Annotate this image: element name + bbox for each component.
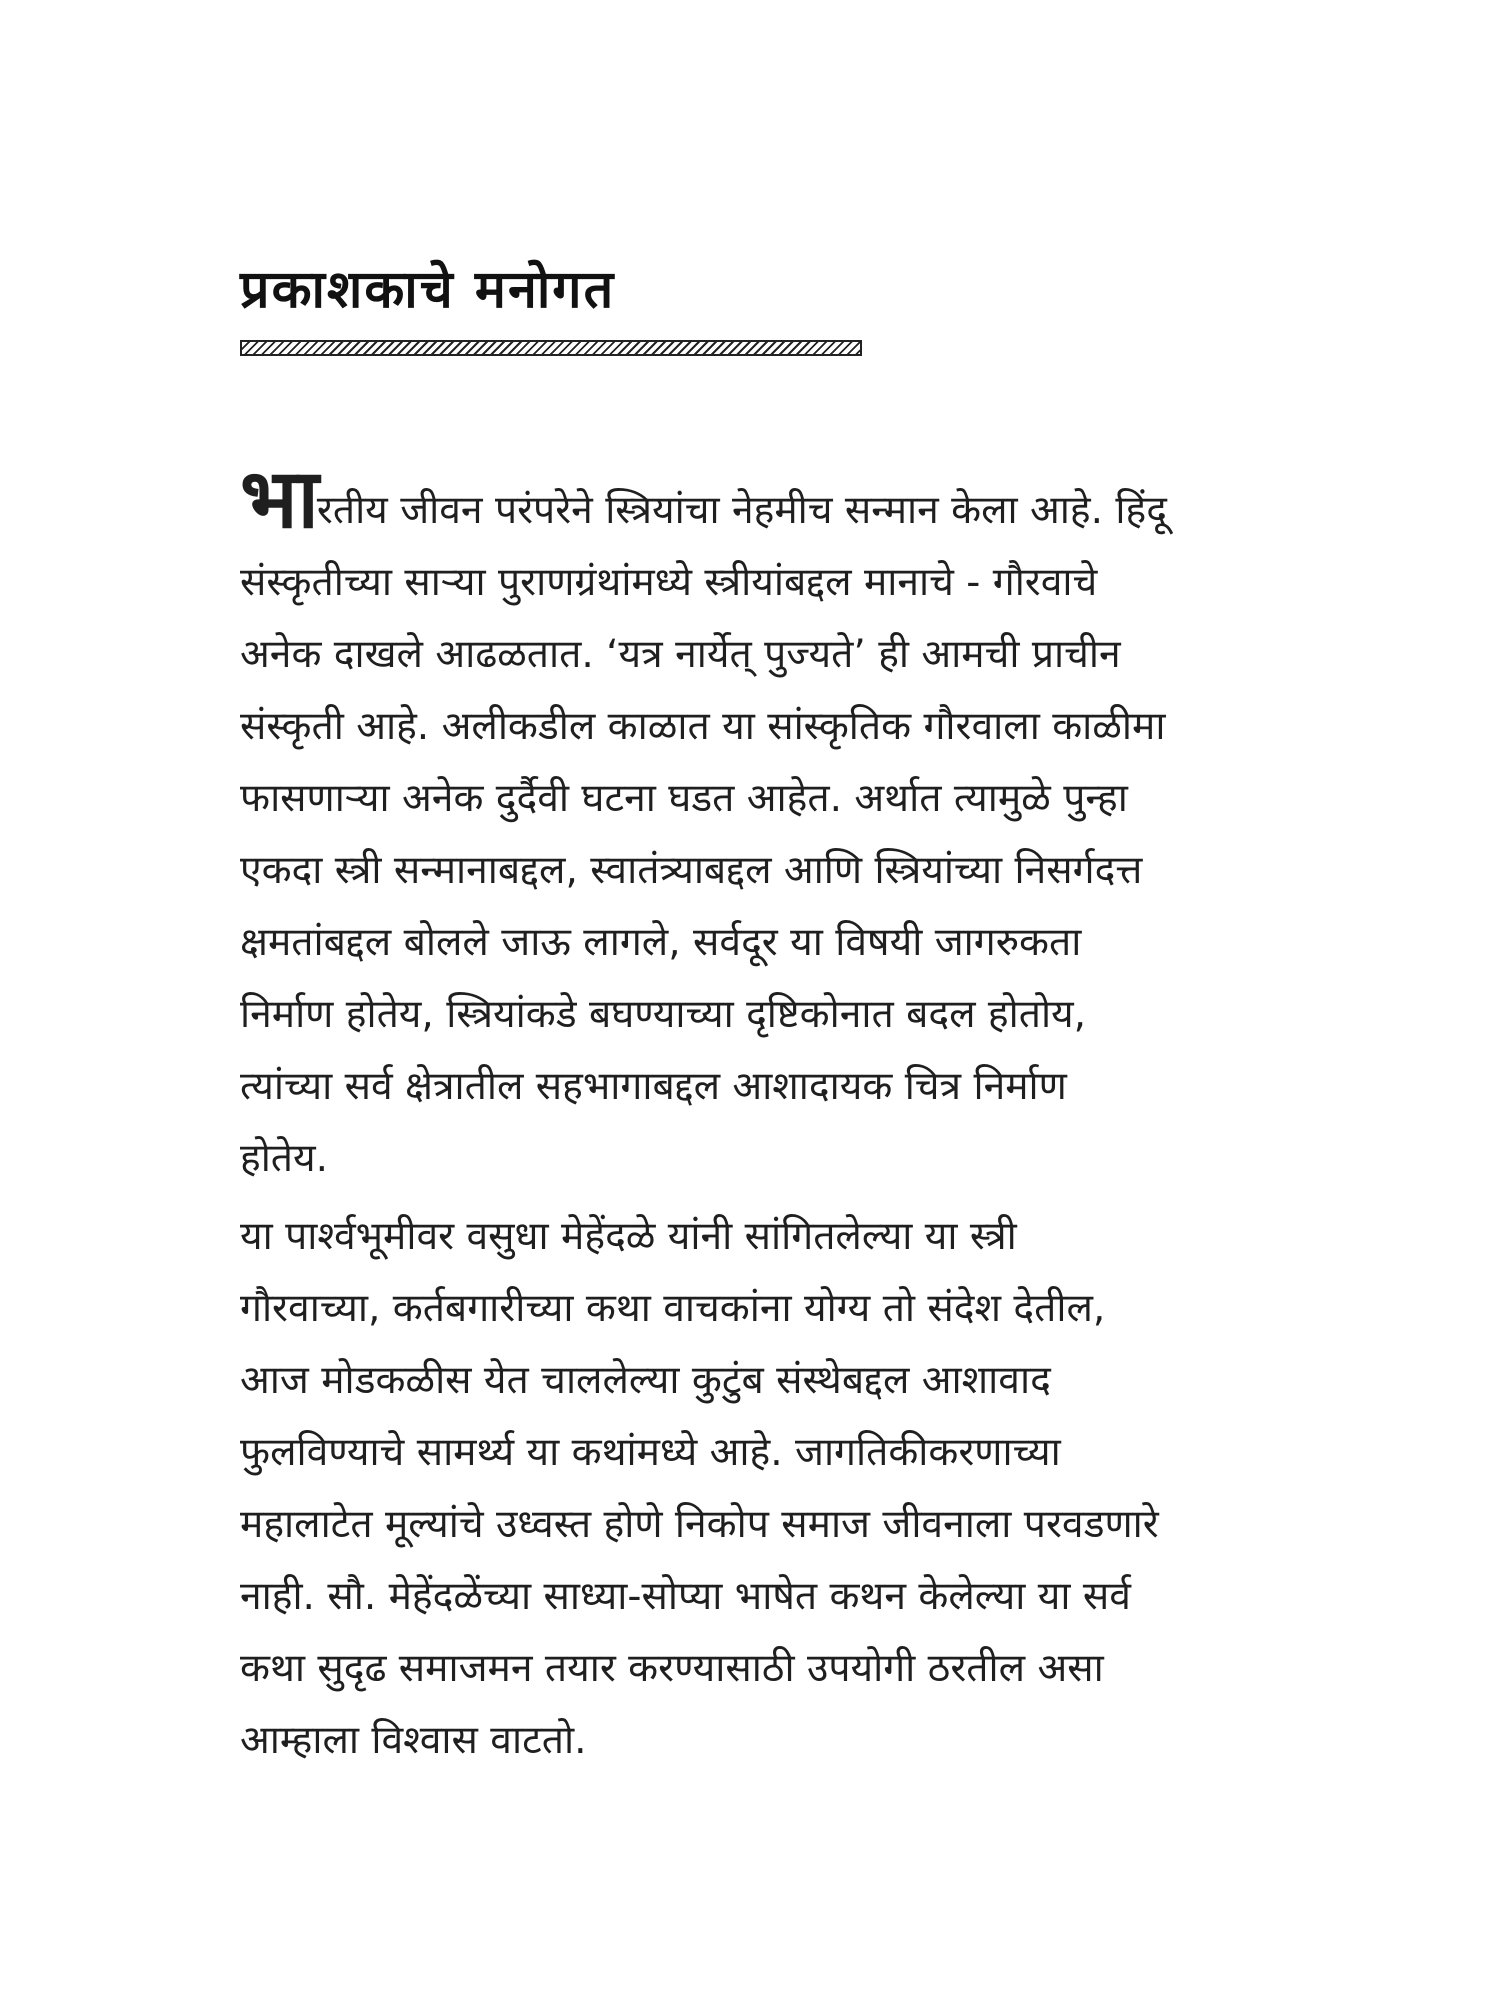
paragraph-1 bbox=[240, 452, 1350, 1195]
text-line: आम्हाला विश्वास वाटतो. bbox=[240, 1718, 587, 1763]
drop-cap: भा bbox=[240, 452, 317, 547]
text-line: नाही. सौ. मेहेंदळेंच्या साध्या-सोप्या भाषेत कथन केलेल्या या सर्व bbox=[240, 1574, 1131, 1619]
text-line: संस्कृती आहे. अलीकडील काळात या सांस्कृतिक गौरवाला काळीमा bbox=[240, 704, 1166, 749]
paragraph-2 bbox=[240, 1201, 1350, 1777]
text-line: त्यांच्या सर्व क्षेत्रातील सहभागाबद्दल आशादायक चित्र निर्माण bbox=[240, 1064, 1067, 1109]
text-line: महालाटेत मूल्यांचे उध्वस्त होणे निकोप समाज जीवनाला परवडणारे bbox=[240, 1502, 1159, 1547]
text-line: फासणाऱ्या अनेक दुर्दैवी घटना घडत आहेत. अर्थात त्यामुळे पुन्हा bbox=[240, 776, 1128, 821]
text-line: अनेक दाखले आढळतात. ‘यत्र नार्येत् पुज्यते’ ही आमची प्राचीन bbox=[240, 632, 1121, 677]
text-line: आज मोडकळीस येत चाललेल्या कुटुंब संस्थेबद्दल आशावाद bbox=[240, 1358, 1051, 1403]
text-line: होतेय. bbox=[240, 1136, 329, 1181]
text-line: एकदा स्त्री सन्मानाबद्दल, स्वातंत्र्याबद्दल आणि स्त्रियांच्या निसर्गदत्त bbox=[240, 848, 1143, 893]
text-line: फुलविण्याचे सामर्थ्य या कथांमध्ये आहे. जागतिकीकरणाच्या bbox=[240, 1430, 1061, 1475]
body-text bbox=[240, 452, 1350, 1777]
page-heading: प्रकाशकाचे मनोगत bbox=[240, 260, 616, 320]
text-line: निर्माण होतेय, स्त्रियांकडे बघण्याच्या दृष्टिकोनात बदल होतोय, bbox=[240, 992, 1087, 1037]
text-line: गौरवाच्या, कर्तबगारीच्या कथा वाचकांना योग्य तो संदेश देतील, bbox=[240, 1286, 1106, 1331]
text-line: या पार्श्वभूमीवर वसुधा मेहेंदळे यांनी सांगितलेल्या या स्त्री bbox=[240, 1214, 1017, 1259]
heading-underline-rule bbox=[240, 340, 862, 356]
text-line: कथा सुदृढ समाजमन तयार करण्यासाठी उपयोगी ठरतील असा bbox=[240, 1646, 1104, 1691]
text-line: भारतीय जीवन परंपरेने स्त्रियांचा नेहमीच सन्मान केला आहे. हिंदू bbox=[240, 452, 1167, 547]
text-line: संस्कृतीच्या साऱ्या पुराणग्रंथांमध्ये स्त्रीयांबद्दल मानाचे - गौरवाचे bbox=[240, 560, 1098, 605]
text-line: क्षमतांबद्दल बोलले जाऊ लागले, सर्वदूर या विषयी जागरुकता bbox=[240, 920, 1082, 965]
